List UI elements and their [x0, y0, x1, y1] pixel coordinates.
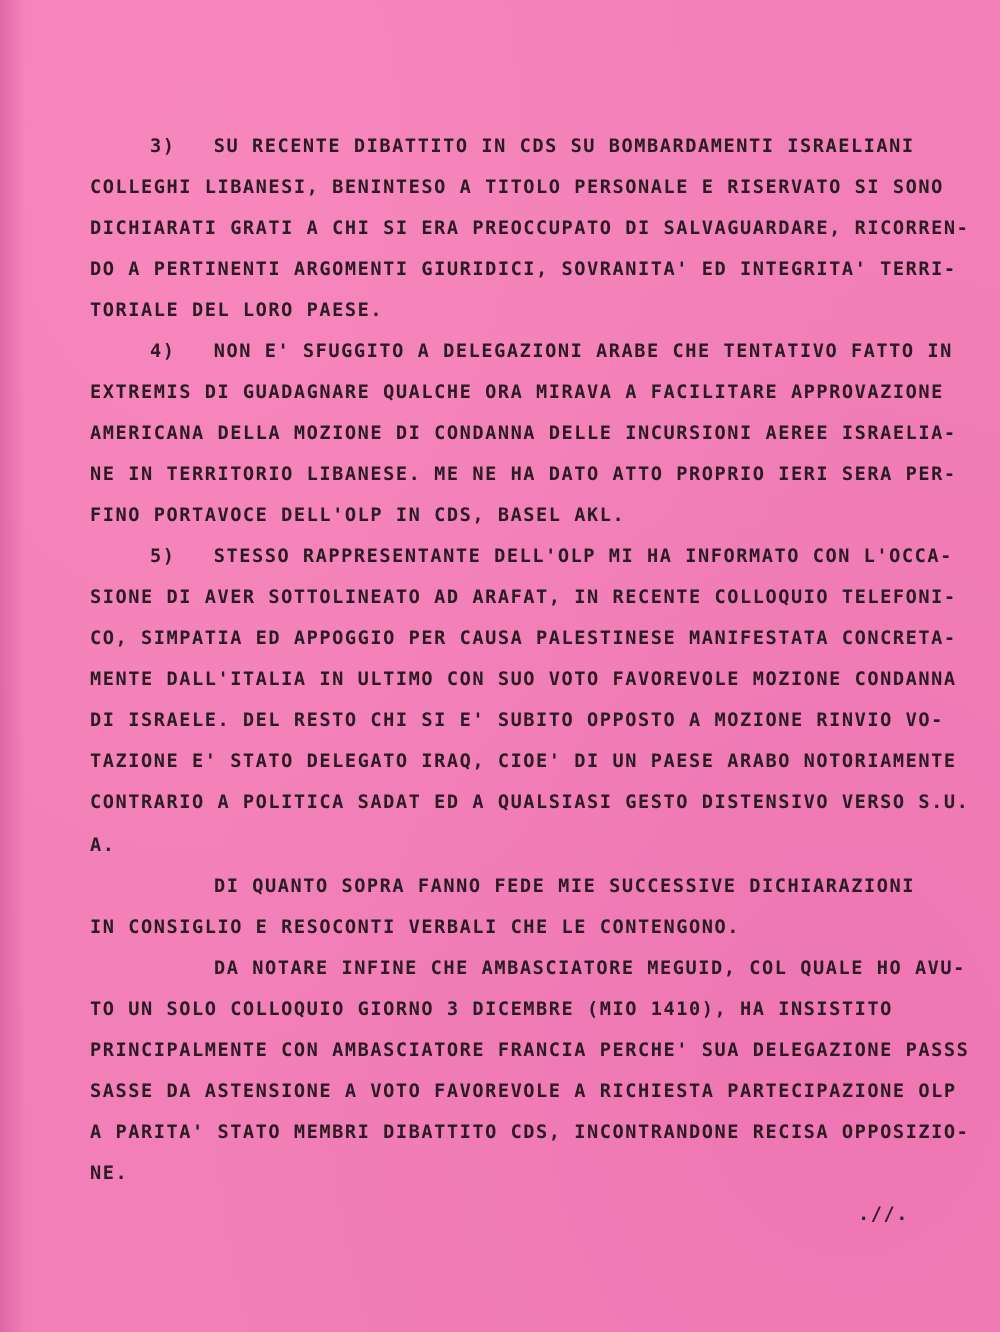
text-line: NE IN TERRITORIO LIBANESE. ME NE HA DATO ATTO PROPRIO IERI SERA PER- — [90, 464, 957, 485]
text-line: IN CONSIGLIO E RESOCONTI VERBALI CHE LE CONTENGONO. — [90, 917, 740, 938]
text-line: 3) SU RECENTE DIBATTITO IN CDS SU BOMBARDAMENTI ISRAELIANI — [150, 136, 915, 157]
text-line: DA NOTARE INFINE CHE AMBASCIATORE MEGUID, COL QUALE HO AVU- — [214, 958, 966, 979]
text-line: MENTE DALL'ITALIA IN ULTIMO CON SUO VOTO FAVOREVOLE MOZIONE CONDANNA — [90, 669, 957, 690]
text-line: PRINCIPALMENTE CON AMBASCIATORE FRANCIA PERCHE' SUA DELEGAZIONE PASSS — [90, 1040, 970, 1061]
text-line: AMERICANA DELLA MOZIONE DI CONDANNA DELLE INCURSIONI AEREE ISRAELIA- — [90, 423, 957, 444]
text-line: SIONE DI AVER SOTTOLINEATO AD ARAFAT, IN RECENTE COLLOQUIO TELEFONI- — [90, 587, 957, 608]
text-line: DI QUANTO SOPRA FANNO FEDE MIE SUCCESSIVE DICHIARAZIONI — [214, 876, 915, 897]
text-line: TORIALE DEL LORO PAESE. — [90, 300, 384, 321]
text-line: TAZIONE E' STATO DELEGATO IRAQ, CIOE' DI UN PAESE ARABO NOTORIAMENTE — [90, 751, 957, 772]
text-line: A. — [90, 835, 116, 856]
text-line: CONTRARIO A POLITICA SADAT ED A QUALSIASI GESTO DISTENSIVO VERSO S.U. — [90, 792, 970, 813]
text-line: CO, SIMPATIA ED APPOGGIO PER CAUSA PALESTINESE MANIFESTATA CONCRETA- — [90, 628, 957, 649]
text-line: COLLEGHI LIBANESI, BENINTESO A TITOLO PERSONALE E RISERVATO SI SONO — [90, 177, 944, 198]
text-line: 4) NON E' SFUGGITO A DELEGAZIONI ARABE CHE TENTATIVO FATTO IN — [150, 341, 953, 362]
text-line: A PARITA' STATO MEMBRI DIBATTITO CDS, INCONTRANDONE RECISA OPPOSIZIO- — [90, 1122, 970, 1143]
text-line: EXTREMIS DI GUADAGNARE QUALCHE ORA MIRAVA A FACILITARE APPROVAZIONE — [90, 382, 944, 403]
text-line: NE. — [90, 1163, 129, 1184]
paper-edge-shadow — [0, 0, 26, 1332]
text-line: 5) STESSO RAPPRESENTANTE DELL'OLP MI HA INFORMATO CON L'OCCA- — [150, 546, 953, 567]
text-line: TO UN SOLO COLLOQUIO GIORNO 3 DICEMBRE (MIO 1410), HA INSISTITO — [90, 999, 893, 1020]
text-line: FINO PORTAVOCE DELL'OLP IN CDS, BASEL AKL. — [90, 505, 626, 526]
text-line: DICHIARATI GRATI A CHI SI ERA PREOCCUPATO DI SALVAGUARDARE, RICORREN- — [90, 218, 970, 239]
end-mark: .//. — [858, 1204, 909, 1225]
text-line: SASSE DA ASTENSIONE A VOTO FAVOREVOLE A RICHIESTA PARTECIPAZIONE OLP — [90, 1081, 957, 1102]
text-line: DO A PERTINENTI ARGOMENTI GIURIDICI, SOVRANITA' ED INTEGRITA' TERRI- — [90, 259, 957, 280]
text-line: DI ISRAELE. DEL RESTO CHI SI E' SUBITO OPPOSTO A MOZIONE RINVIO VO- — [90, 710, 944, 731]
